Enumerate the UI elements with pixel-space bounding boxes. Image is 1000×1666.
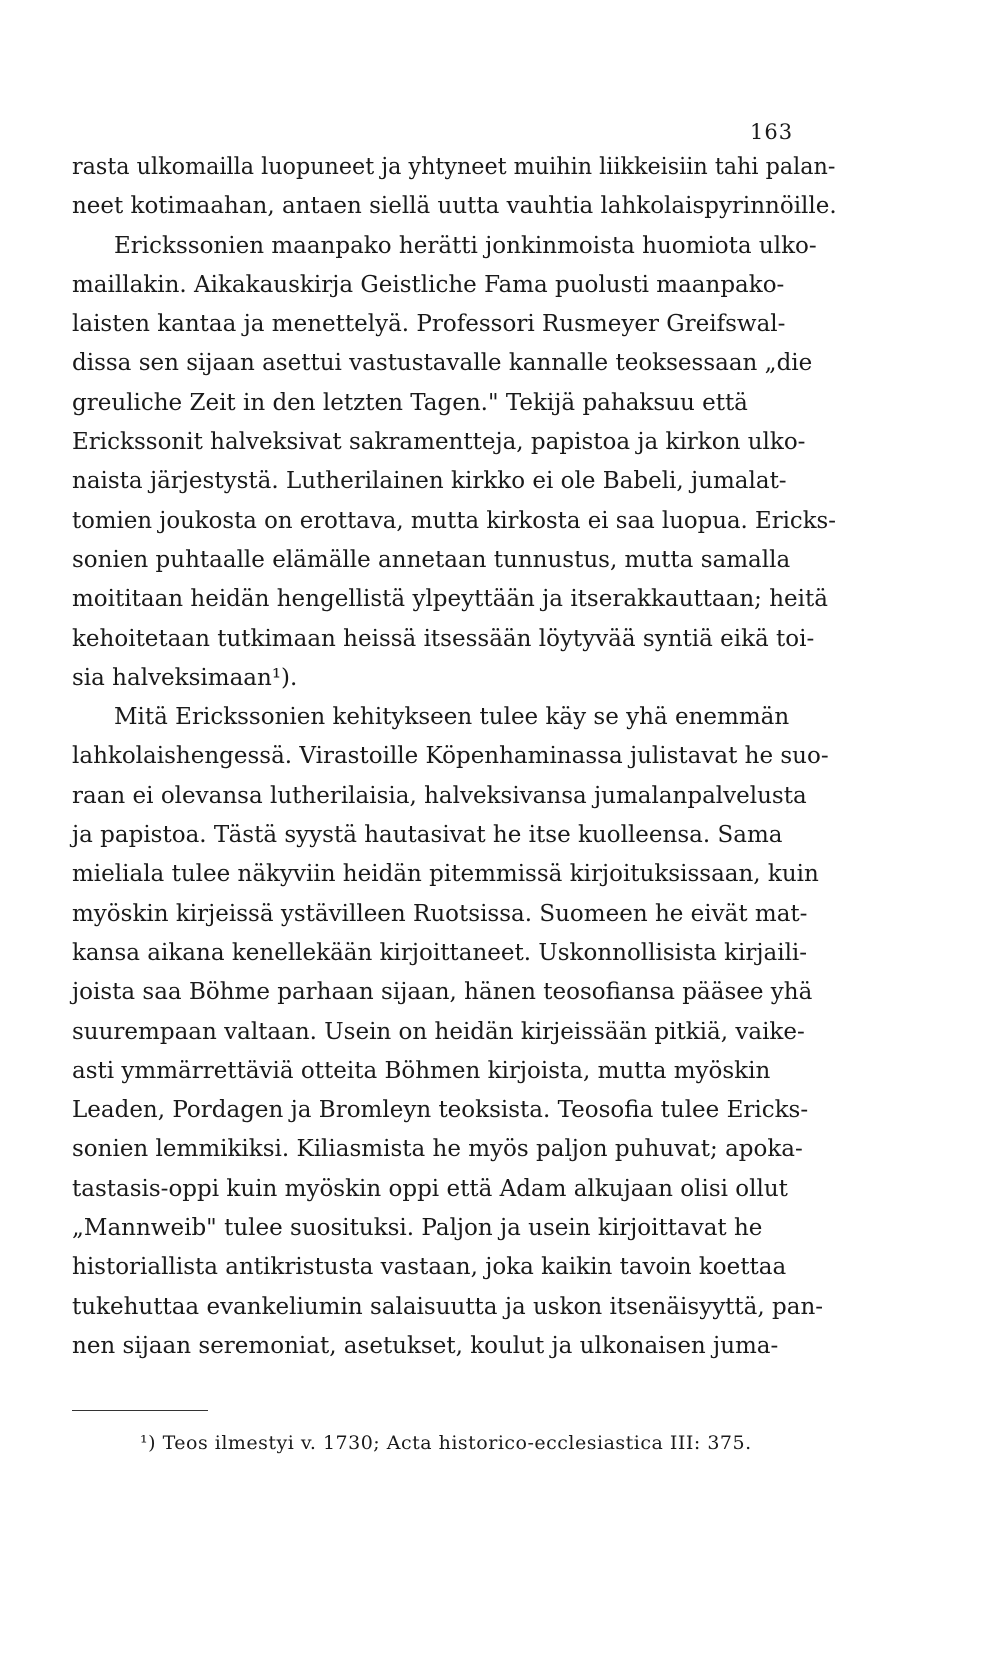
text-line: Mitä Erickssonien kehitykseen tulee käy se yhä enemmän [114,704,790,731]
text-line: rasta ulkomailla luopuneet ja yhtyneet muihin liikkeisiin tahi palan- [72,154,836,180]
text-line: Leaden, Pordagen ja Bromleyn teoksista. Teosofia tulee Ericks- [72,1097,809,1124]
text-line: „Mannweib" tulee suosituksi. Paljon ja usein kirjoittavat he [72,1215,763,1242]
text-line: sia halveksimaan¹). [72,664,298,691]
text-line: lahkolaishengessä. Virastoille Köpenhaminassa julistavat he suo- [72,743,829,770]
text-line: nen sijaan seremoniat, asetukset, koulut ja ulkonaisen juma- [72,1332,779,1359]
text-line: greuliche Zeit in den letzten Tagen." Tekijä pahaksuu että [72,389,748,416]
text-line: joista saa Böhme parhaan sijaan, hänen teosofiansa pääsee yhä [72,979,813,1006]
text-line: moititaan heidän hengellistä ylpeyttään ja itserakkauttaan; heitä [72,586,828,613]
text-line: Erickssonien maanpako herätti jonkinmoista huomiota ulko- [114,232,817,259]
text-line: sonien puhtaalle elämälle annetaan tunnustus, mutta samalla [72,546,791,573]
text-line: laisten kantaa ja menettelyä. Professori Rusmeyer Greifswal- [72,311,786,338]
footnote-divider [72,1410,208,1411]
text-line: ja papistoa. Tästä syystä hautasivat he itse kuolleensa. Sama [72,822,783,849]
body-text [72,148,836,1366]
text-line: neet kotimaahan, antaen siellä uutta vauhtia lahkolaispyrinnöille. [72,193,837,220]
footnote: ¹) Teos ilmestyi v. 1730; Acta historico-ecclesiastica III: 375. [140,1432,752,1454]
text-line: raan ei olevansa lutherilaisia, halveksivansa jumalanpalvelusta [72,782,807,809]
text-line: sonien lemmikiksi. Kiliasmista he myös paljon puhuvat; apoka- [72,1136,803,1163]
text-line: tomien joukosta on erottava, mutta kirkosta ei saa luopua. Ericks- [72,507,836,534]
text-line: myöskin kirjeissä ystävilleen Ruotsissa. Suomeen he eivät mat- [72,900,808,927]
text-line: mieliala tulee näkyviin heidän pitemmissä kirjoituksissaan, kuin [72,861,819,888]
text-line: kehoitetaan tutkimaan heissä itsessään löytyvää syntiä eikä toi- [72,625,815,652]
text-line: naista järjestystä. Lutherilainen kirkko ei ole Babeli, jumalat- [72,468,787,495]
text-line: tukehuttaa evankeliumin salaisuutta ja uskon itsenäisyyttä, pan- [72,1293,824,1320]
text-line: suurempaan valtaan. Usein on heidän kirjeissään pitkiä, vaike- [72,1018,805,1045]
text-line: maillakin. Aikakauskirja Geistliche Fama puolusti maanpako- [72,271,785,298]
text-line: kansa aikana kenellekään kirjoittaneet. Uskonnollisista kirjaili- [72,939,808,966]
text-line: historiallista antikristusta vastaan, joka kaikin tavoin koettaa [72,1254,787,1281]
text-line: asti ymmärrettäviä otteita Böhmen kirjoista, mutta myöskin [72,1057,771,1084]
text-line: Erickssonit halveksivat sakramentteja, papistoa ja kirkon ulko- [72,429,806,456]
text-line: dissa sen sijaan asettui vastustavalle kannalle teoksessaan „die [72,350,813,377]
text-line: tastasis-oppi kuin myöskin oppi että Adam alkujaan olisi ollut [72,1175,788,1202]
page-number: 163 [750,120,794,144]
